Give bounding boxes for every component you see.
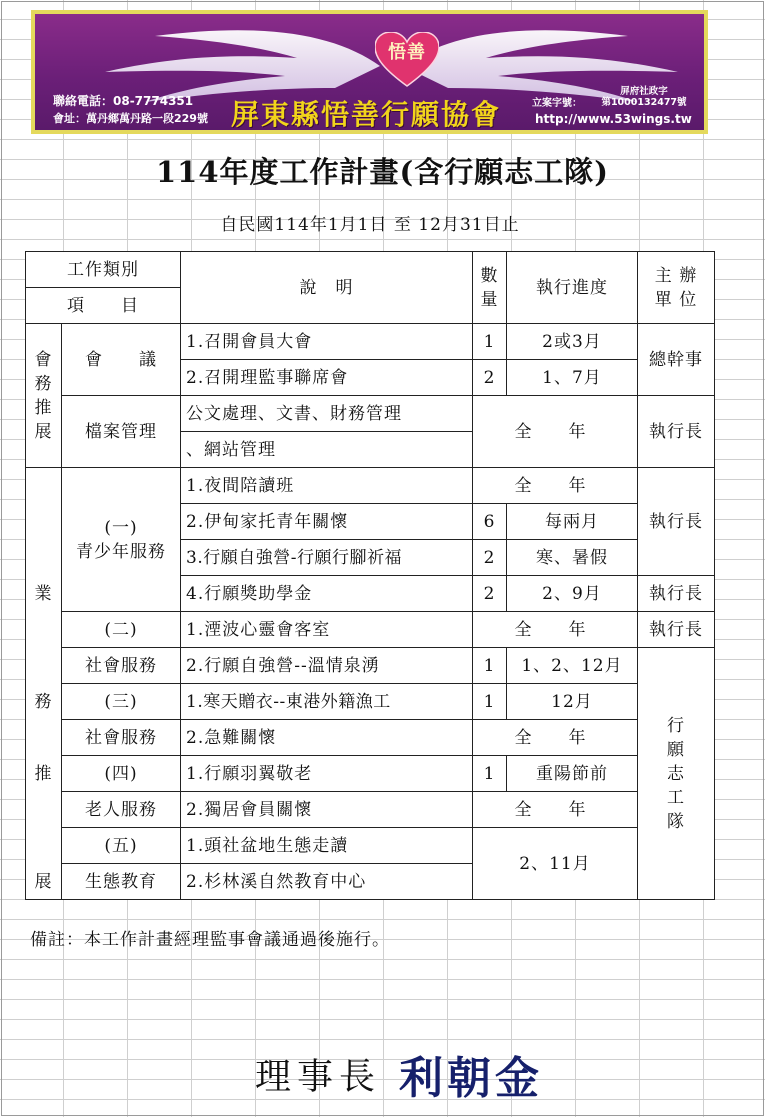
document-subtitle: 自民國114年1月1日 至 12月31日止 (220, 215, 520, 235)
table-row (26, 684, 715, 720)
desc-cell: 2.杉林溪自然教育中心 (181, 864, 473, 900)
header-row-1 (26, 252, 715, 288)
table-row (26, 324, 715, 360)
qty-cell: 2 (473, 540, 507, 576)
qty-cell: 2 (473, 360, 507, 396)
progress-cell: 全 年 (473, 720, 638, 756)
item-elderly-num: (四) (62, 756, 181, 792)
desc-cell: 2.伊甸家托青年關懷 (181, 504, 473, 540)
desc-cell: 1.頭社盆地生態走讀 (181, 828, 473, 864)
desc-cell: 1.召開會員大會 (181, 324, 473, 360)
qty-cell: 1 (473, 756, 507, 792)
progress-cell: 2、11月 (473, 828, 638, 900)
qty-cell: 1 (473, 324, 507, 360)
desc-cell: 2.召開理監事聯席會 (181, 360, 473, 396)
header-qty-2: 量 (480, 289, 499, 310)
group1-char: 務 (34, 373, 53, 394)
signature-name: 利朝金 (399, 1053, 544, 1104)
item-eco-label: 生態教育 (62, 864, 181, 900)
unit-char: 願 (667, 739, 685, 760)
group2-char: 展 (34, 871, 53, 892)
item-social1-label: 社會服務 (62, 648, 181, 684)
banner-url[interactable]: http://www.53wings.tw (535, 112, 692, 126)
unit-cell: 執行長 (638, 576, 715, 612)
group1-vertical-label (26, 324, 62, 468)
desc-cell: 4.行願獎助學金 (181, 576, 473, 612)
progress-cell: 寒、暑假 (507, 540, 638, 576)
signature-title: 理事長 (255, 1056, 382, 1098)
desc-cell: 、網站管理 (181, 432, 473, 468)
desc-cell: 2.急難關懷 (181, 720, 473, 756)
progress-cell: 每兩月 (507, 504, 638, 540)
table-row (26, 792, 715, 828)
unit-char: 志 (667, 763, 685, 784)
item-youth (62, 468, 181, 612)
footnote: 備註：本工作計畫經理監事會議通過後施行。 (30, 930, 390, 950)
item-eco-num: (五) (62, 828, 181, 864)
group2-char: 推 (34, 763, 53, 784)
banner-org-name: 屏東縣悟善行願協會 (231, 98, 502, 131)
header-progress: 執行進度 (507, 252, 638, 324)
group2-char: 務 (34, 691, 53, 712)
group1-char: 會 (34, 349, 53, 370)
banner-phone: 聯絡電話：08-7774351 (53, 94, 194, 108)
unit-cell: 執行長 (638, 468, 715, 576)
progress-cell: 重陽節前 (507, 756, 638, 792)
header-qty (473, 252, 507, 324)
progress-cell: 全 年 (473, 468, 638, 504)
header-unit-2: 單 位 (654, 289, 698, 310)
desc-cell: 1.湮波心靈會客室 (181, 612, 473, 648)
item-meeting: 會 議 (62, 324, 181, 396)
desc-cell: 1.寒天贈衣--東港外籍漁工 (181, 684, 473, 720)
header-unit-1: 主 辦 (654, 265, 698, 286)
table-row (26, 612, 715, 648)
table-row (26, 756, 715, 792)
banner-reg-line1: 屏府社政字 (620, 86, 668, 97)
banner-reg-number (588, 86, 700, 108)
item-elderly-label: 老人服務 (62, 792, 181, 828)
header-item: 項 目 (26, 288, 181, 324)
desc-cell: 1.行願羽翼敬老 (181, 756, 473, 792)
progress-cell: 全 年 (473, 792, 638, 828)
desc-cell: 3.行願自強營-行願行腳祈福 (181, 540, 473, 576)
progress-cell: 全 年 (473, 396, 638, 468)
heart-text: 悟善 (388, 42, 426, 63)
group2-char: 業 (34, 583, 53, 604)
unit-char: 行 (667, 715, 685, 736)
header-unit (638, 252, 715, 324)
work-plan-table (25, 251, 715, 900)
table-row (26, 828, 715, 864)
unit-cell: 執行長 (638, 396, 715, 468)
item-youth-label: 青少年服務 (76, 541, 166, 562)
header-qty-1: 數 (480, 265, 499, 286)
group2-vertical-label (26, 468, 62, 900)
progress-cell: 2、9月 (507, 576, 638, 612)
header-desc: 說 明 (181, 252, 473, 324)
desc-cell: 2.獨居會員關懷 (181, 792, 473, 828)
progress-cell: 全 年 (473, 612, 638, 648)
progress-cell: 2或3月 (507, 324, 638, 360)
unit-cell: 總幹事 (638, 324, 715, 396)
progress-cell: 1、7月 (507, 360, 638, 396)
qty-cell: 1 (473, 684, 507, 720)
signature (255, 1042, 543, 1106)
org-banner (31, 10, 708, 134)
document-title: 114年度工作計畫(含行願志工隊) (156, 155, 609, 189)
desc-cell: 1.夜間陪讀班 (181, 468, 473, 504)
table-row (26, 468, 715, 504)
header-category: 工作類別 (26, 252, 181, 288)
banner-reg-label: 立案字號： (532, 98, 582, 109)
unit-volunteer-team (638, 648, 715, 900)
table-row (26, 396, 715, 432)
banner-address: 會址：萬丹鄉萬丹路一段229號 (53, 112, 208, 125)
item-files: 檔案管理 (62, 396, 181, 468)
item-social2-label: 社會服務 (62, 720, 181, 756)
progress-cell: 1、2、12月 (507, 648, 638, 684)
progress-cell: 12月 (507, 684, 638, 720)
table-row (26, 648, 715, 684)
table-row (26, 720, 715, 756)
item-social1-num: (二) (62, 612, 181, 648)
group1-char: 推 (34, 397, 53, 418)
desc-cell: 2.行願自強營--溫情泉湧 (181, 648, 473, 684)
item-youth-num: (一) (104, 517, 138, 538)
qty-cell: 2 (473, 576, 507, 612)
item-social2-num: (三) (62, 684, 181, 720)
desc-cell: 公文處理、文書、財務管理 (181, 396, 473, 432)
banner-reg-line2: 第1000132477號 (601, 97, 687, 108)
qty-cell: 6 (473, 504, 507, 540)
qty-cell: 1 (473, 648, 507, 684)
unit-cell: 執行長 (638, 612, 715, 648)
unit-char: 隊 (667, 811, 685, 832)
group1-char: 展 (34, 421, 53, 442)
unit-char: 工 (667, 787, 685, 808)
